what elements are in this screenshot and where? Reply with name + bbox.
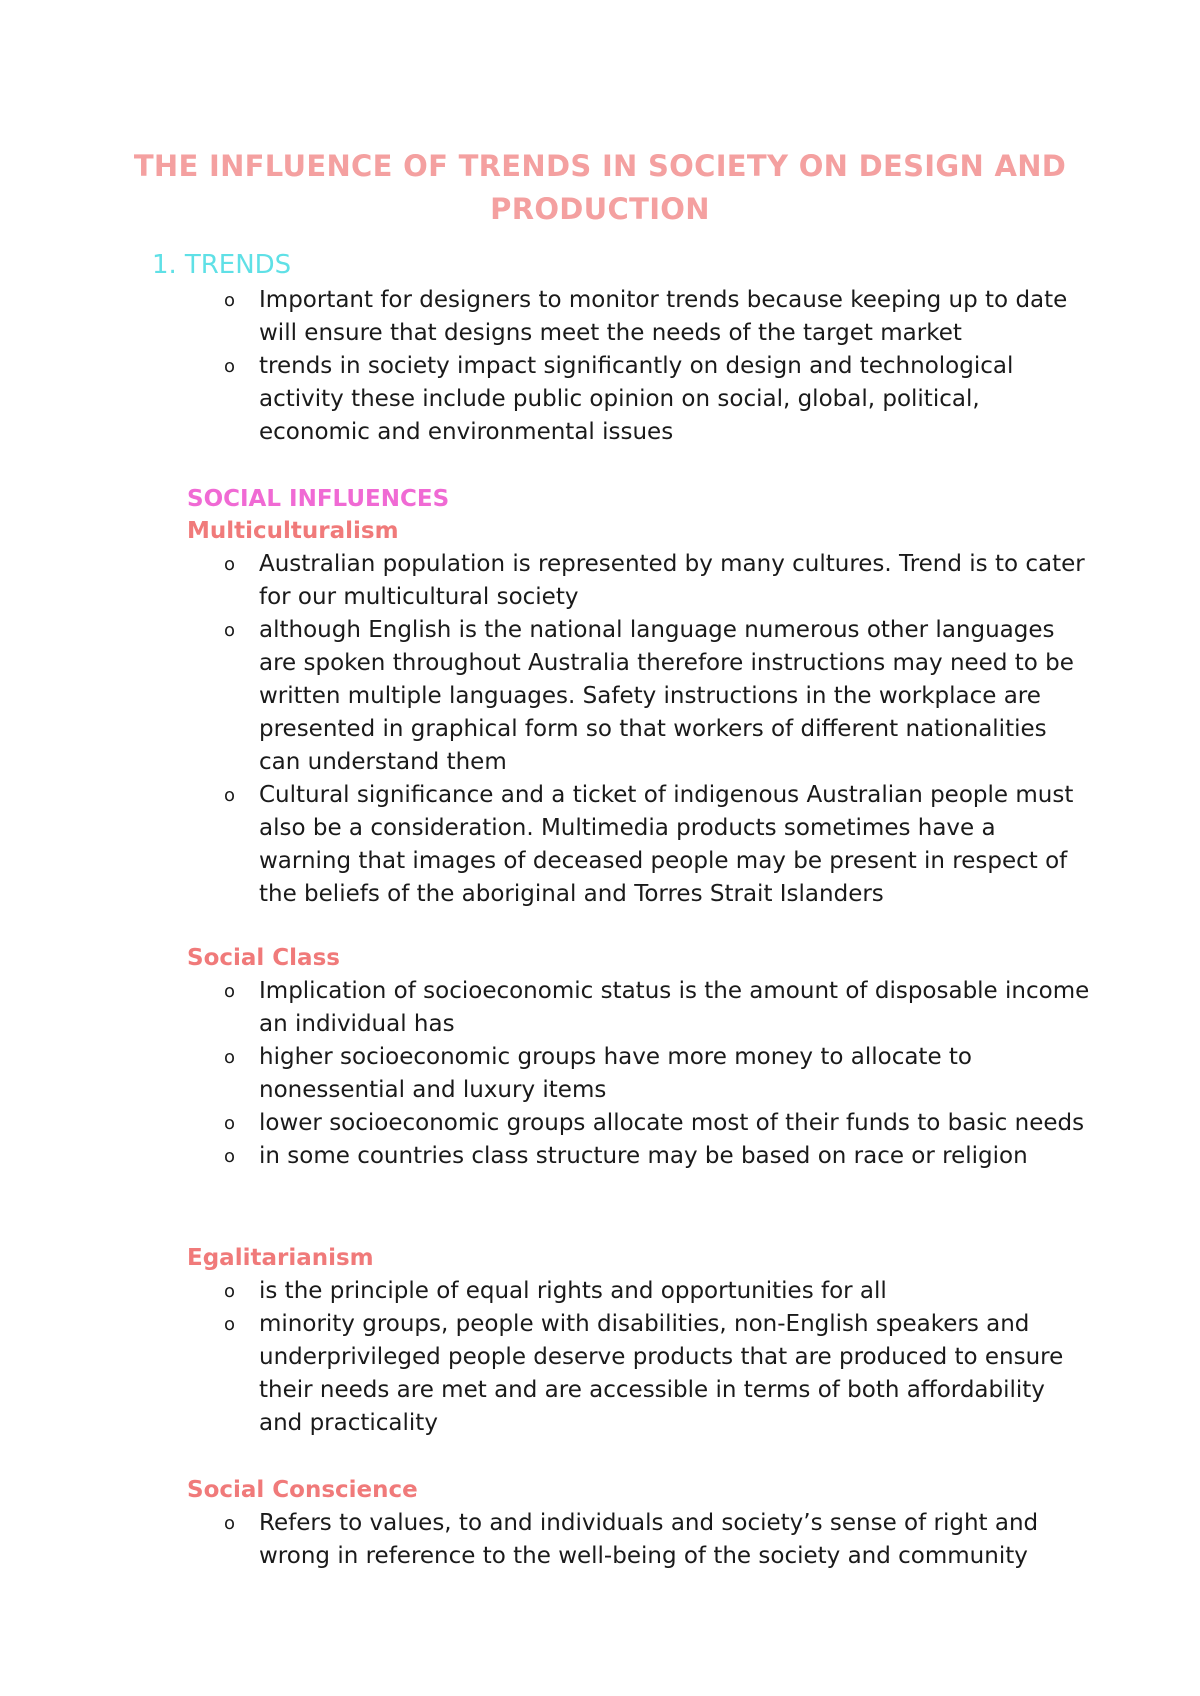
- list-item: [0, 284, 1200, 350]
- bullet-marker: o: [224, 1146, 236, 1167]
- multiculturalism-list: [0, 548, 1200, 911]
- list-item-text: although English is the national language numerous other languages are spoken throughout Australia therefore instructions may need to be written multiple languages. Safety instructions in the workplace are presented in graphical form so that workers of different nationalities can understand them: [259, 617, 1074, 775]
- list-item: [0, 1308, 1200, 1440]
- bullet-marker: o: [224, 785, 236, 806]
- list-item: [0, 1507, 1200, 1573]
- list-item: [0, 1041, 1200, 1107]
- list-item-text: lower socioeconomic groups allocate most of their funds to basic needs: [259, 1110, 1085, 1136]
- trends-number: 1.: [152, 250, 177, 280]
- egalitarianism-heading: Egalitarianism: [187, 1245, 374, 1271]
- trends-list: [0, 284, 1200, 449]
- list-item: [0, 614, 1200, 779]
- list-item-text: Implication of socioeconomic status is the amount of disposable income an individual has: [259, 978, 1090, 1037]
- trends-heading: [152, 249, 291, 281]
- list-item-text: trends in society impact significantly on design and technological activity these include public opinion on social, global, political, economic and environmental issues: [259, 353, 1014, 445]
- list-item-text: is the principle of equal rights and opportunities for all: [259, 1278, 887, 1304]
- bullet-marker: o: [224, 1513, 236, 1534]
- bullet-marker: o: [224, 1113, 236, 1134]
- page-title: THE INFLUENCE OF TRENDS IN SOCIETY ON DESIGN AND PRODUCTION: [133, 149, 1067, 226]
- bullet-marker: o: [224, 1047, 236, 1068]
- trends-heading-label: TRENDS: [184, 250, 292, 280]
- social-influences-heading: SOCIAL INFLUENCES: [187, 486, 450, 512]
- social-conscience-list: [0, 1507, 1200, 1573]
- bullet-marker: o: [224, 290, 236, 311]
- social-class-list: [0, 975, 1200, 1173]
- bullet-marker: o: [224, 356, 236, 377]
- multiculturalism-heading: Multiculturalism: [187, 518, 399, 544]
- list-item-text: Cultural significance and a ticket of indigenous Australian people must also be a consideration. Multimedia products sometimes have a warning that images of deceased people may be present in respect of the beliefs of the aboriginal and Torres Strait Islanders: [259, 782, 1074, 907]
- bullet-marker: o: [224, 1314, 236, 1335]
- list-item: [0, 779, 1200, 911]
- list-item-text: in some countries class structure may be based on race or religion: [259, 1143, 1028, 1169]
- social-conscience-heading: Social Conscience: [187, 1477, 418, 1503]
- bullet-marker: o: [224, 981, 236, 1002]
- list-item-text: Refers to values, to and individuals and society’s sense of right and wrong in reference to the well-being of the society and community: [259, 1510, 1039, 1569]
- list-item: [0, 1140, 1200, 1173]
- egalitarianism-list: [0, 1275, 1200, 1440]
- bullet-marker: o: [224, 620, 236, 641]
- list-item: [0, 1275, 1200, 1308]
- bullet-marker: o: [224, 1281, 236, 1302]
- list-item-text: minority groups, people with disabilities, non-English speakers and underprivileged people deserve products that are produced to ensure their needs are met and are accessible in terms of both affordability and practicality: [259, 1311, 1064, 1436]
- list-item: [0, 975, 1200, 1041]
- list-item: [0, 1107, 1200, 1140]
- list-item-text: higher socioeconomic groups have more money to allocate to nonessential and luxury items: [259, 1044, 972, 1103]
- list-item-text: Important for designers to monitor trends because keeping up to date will ensure that designs meet the needs of the target market: [259, 287, 1068, 346]
- list-item: [0, 548, 1200, 614]
- social-class-heading: Social Class: [187, 945, 340, 971]
- list-item: [0, 350, 1200, 449]
- bullet-marker: o: [224, 554, 236, 575]
- list-item-text: Australian population is represented by many cultures. Trend is to cater for our multicultural society: [259, 551, 1085, 610]
